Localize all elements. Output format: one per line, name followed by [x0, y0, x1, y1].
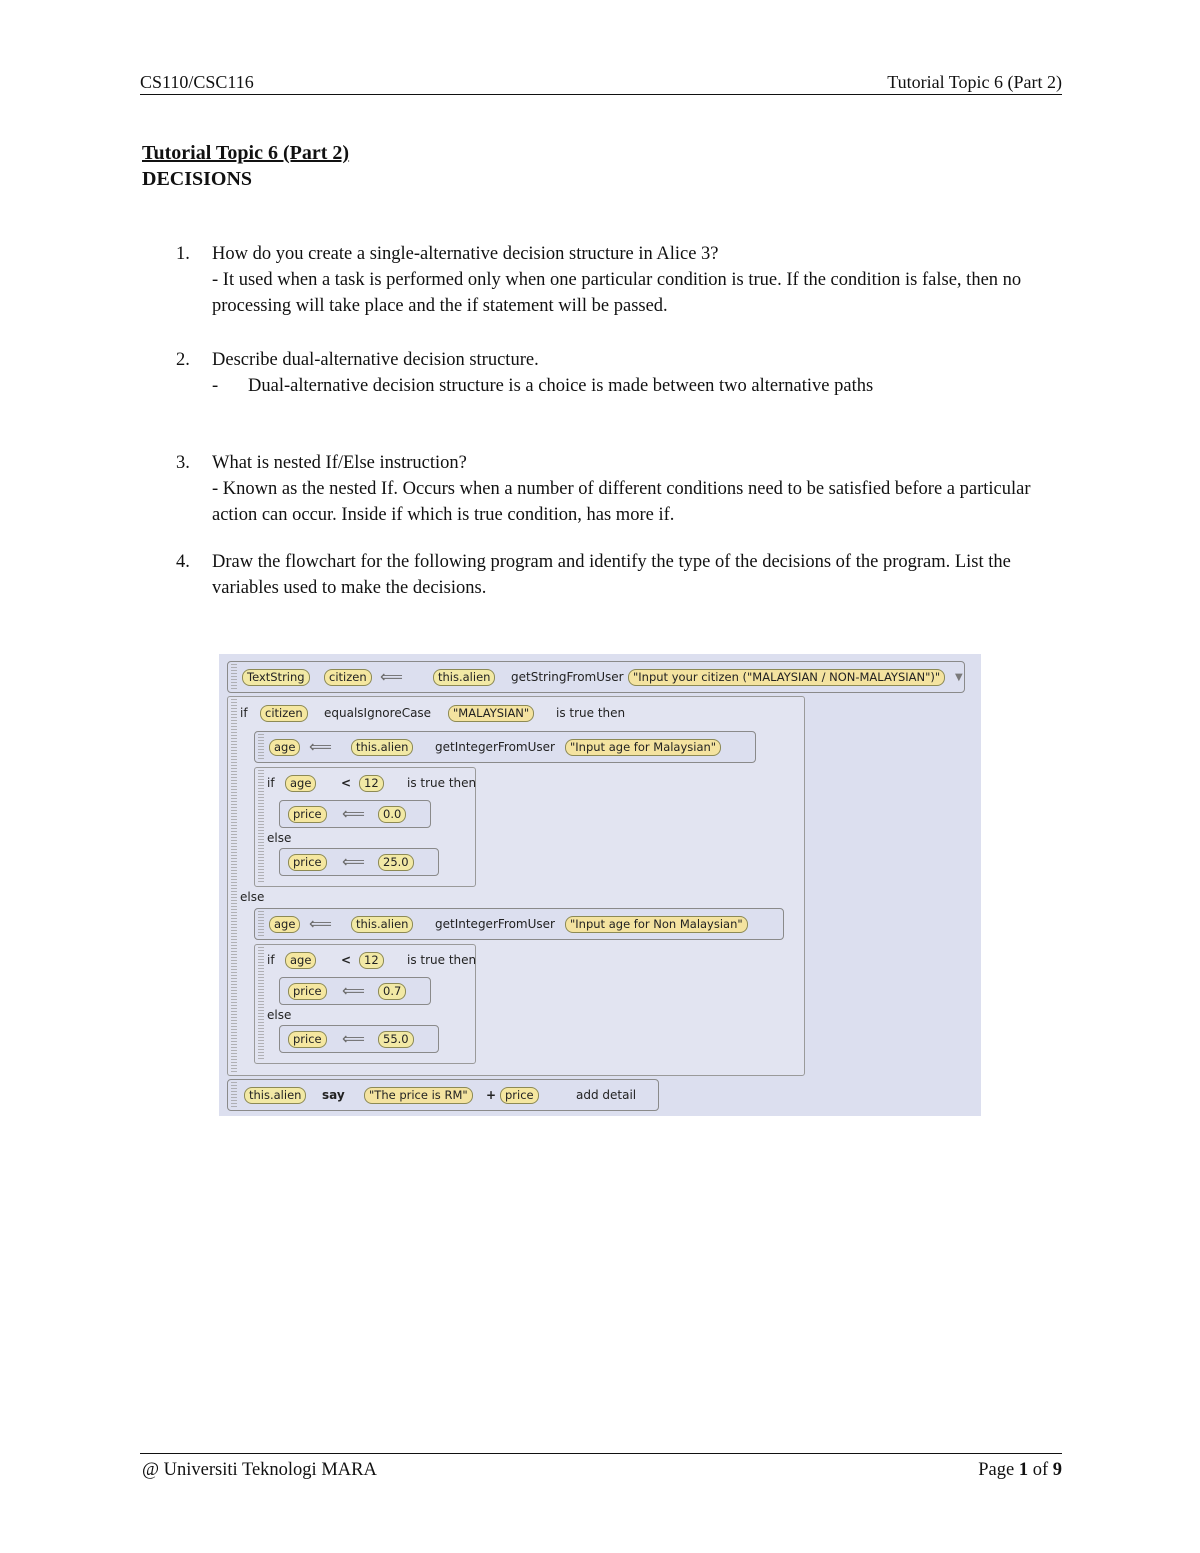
declaration-statement [227, 661, 965, 693]
method-name: getStringFromUser [511, 670, 624, 684]
if-keyword: if [267, 776, 275, 790]
question-number: 4. [176, 552, 190, 572]
else-keyword: else [267, 831, 292, 845]
variable-age: age [269, 739, 300, 756]
this-alien: this.alien [433, 669, 495, 686]
page-number [978, 1460, 1062, 1481]
alice-code-image [219, 654, 981, 1116]
else-keyword: else [267, 1008, 292, 1022]
assign-arrow-icon: ⟸ [342, 804, 365, 823]
age-assignment [254, 908, 784, 940]
value: 55.0 [378, 1031, 414, 1048]
header-topic: Tutorial Topic 6 (Part 2) [887, 72, 1062, 92]
variable-age: age [269, 916, 300, 933]
price-assignment [279, 1025, 439, 1053]
variable-citizen: citizen [260, 705, 308, 722]
question-text: Describe dual-alternative decision structure. [212, 350, 539, 370]
plus-operator: + [486, 1088, 497, 1102]
question-text: What is nested If/Else instruction? [212, 453, 467, 473]
document-title: Tutorial Topic 6 (Part 2) [142, 142, 350, 164]
type-label: TextString [242, 669, 310, 686]
assign-arrow-icon: ⟸ [342, 981, 365, 1000]
answer-text: - It used when a task is performed only when one particular condition is true. If the condition is false, then no processing will take place and the if statement will be passed. [212, 270, 1022, 316]
is-true-then: is true then [407, 953, 477, 967]
question-text: How do you create a single-alternative decision structure in Alice 3? [212, 244, 719, 264]
page-of: of [1028, 1460, 1053, 1480]
value: 0.0 [378, 806, 406, 823]
variable-age: age [285, 952, 316, 969]
malaysian-string: "MALAYSIAN" [448, 705, 534, 722]
course-code: CS110/CSC116 [140, 72, 254, 92]
say-statement [227, 1079, 659, 1111]
assign-arrow-icon: ⟸ [342, 852, 365, 871]
variable-price: price [288, 1031, 327, 1048]
say-keyword: say [322, 1088, 345, 1102]
prompt-string: "Input your citizen ("MALAYSIAN / NON-MALAYSIAN")" [628, 669, 945, 686]
question-number: 3. [176, 453, 190, 473]
this-alien: this.alien [351, 739, 413, 756]
less-than: < [341, 953, 352, 967]
method-name: getIntegerFromUser [435, 917, 555, 931]
value: 25.0 [378, 854, 414, 871]
variable-price: price [288, 806, 327, 823]
dropdown-icon: ▼ [955, 672, 963, 683]
is-true-then: is true then [407, 776, 477, 790]
inner-if-block-2 [254, 944, 476, 1064]
variable-price: price [288, 854, 327, 871]
prompt-string: "Input age for Non Malaysian" [565, 916, 748, 933]
number-12: 12 [359, 775, 384, 792]
price-string: "The price is RM" [364, 1087, 473, 1104]
page-prefix: Page [978, 1460, 1019, 1480]
assign-arrow-icon: ⟸ [309, 914, 332, 933]
outer-if-block [227, 696, 805, 1076]
if-keyword: if [240, 706, 248, 720]
question-number: 2. [176, 350, 190, 370]
assign-arrow-icon: ⟸ [342, 1029, 365, 1048]
price-assignment [279, 848, 439, 876]
assign-arrow-icon: ⟸ [309, 737, 332, 756]
inner-if-block-1 [254, 767, 476, 887]
page-total: 9 [1052, 1460, 1062, 1480]
answer-text: Dual-alternative decision structure is a choice is made between two alternative paths [248, 376, 874, 396]
if-keyword: if [267, 953, 275, 967]
prompt-string: "Input age for Malaysian" [565, 739, 721, 756]
number-12: 12 [359, 952, 384, 969]
question-text: Draw the flowchart for the following program and identify the type of the decisions of the program. List the variables used to make the decisions. [212, 552, 1011, 598]
method-name: getIntegerFromUser [435, 740, 555, 754]
age-assignment [254, 731, 756, 763]
variable-price: price [500, 1087, 539, 1104]
answer-text: - Known as the nested If. Occurs when a number of different conditions need to be satisfied before a particular action can occur. Inside if which is true condition, has more if. [212, 479, 1031, 525]
method-name: equalsIgnoreCase [324, 706, 432, 720]
this-alien: this.alien [351, 916, 413, 933]
add-detail: add detail [576, 1088, 637, 1102]
page-current: 1 [1018, 1460, 1029, 1480]
price-assignment [279, 977, 431, 1005]
footer-divider [140, 1453, 1062, 1454]
is-true-then: is true then [556, 706, 626, 720]
else-keyword: else [240, 890, 265, 904]
variable-age: age [285, 775, 316, 792]
question-number: 1. [176, 244, 190, 264]
variable-price: price [288, 983, 327, 1000]
less-than: < [341, 776, 352, 790]
document-subtitle: DECISIONS [142, 168, 253, 190]
header-divider [140, 94, 1062, 95]
variable-citizen: citizen [324, 669, 372, 686]
answer-dash: - [212, 376, 219, 396]
assign-arrow-icon: ⟸ [380, 667, 403, 686]
footer-copyright: @ Universiti Teknologi MARA [142, 1460, 377, 1480]
price-assignment [279, 800, 431, 828]
value: 0.7 [378, 983, 406, 1000]
this-alien: this.alien [244, 1087, 306, 1104]
